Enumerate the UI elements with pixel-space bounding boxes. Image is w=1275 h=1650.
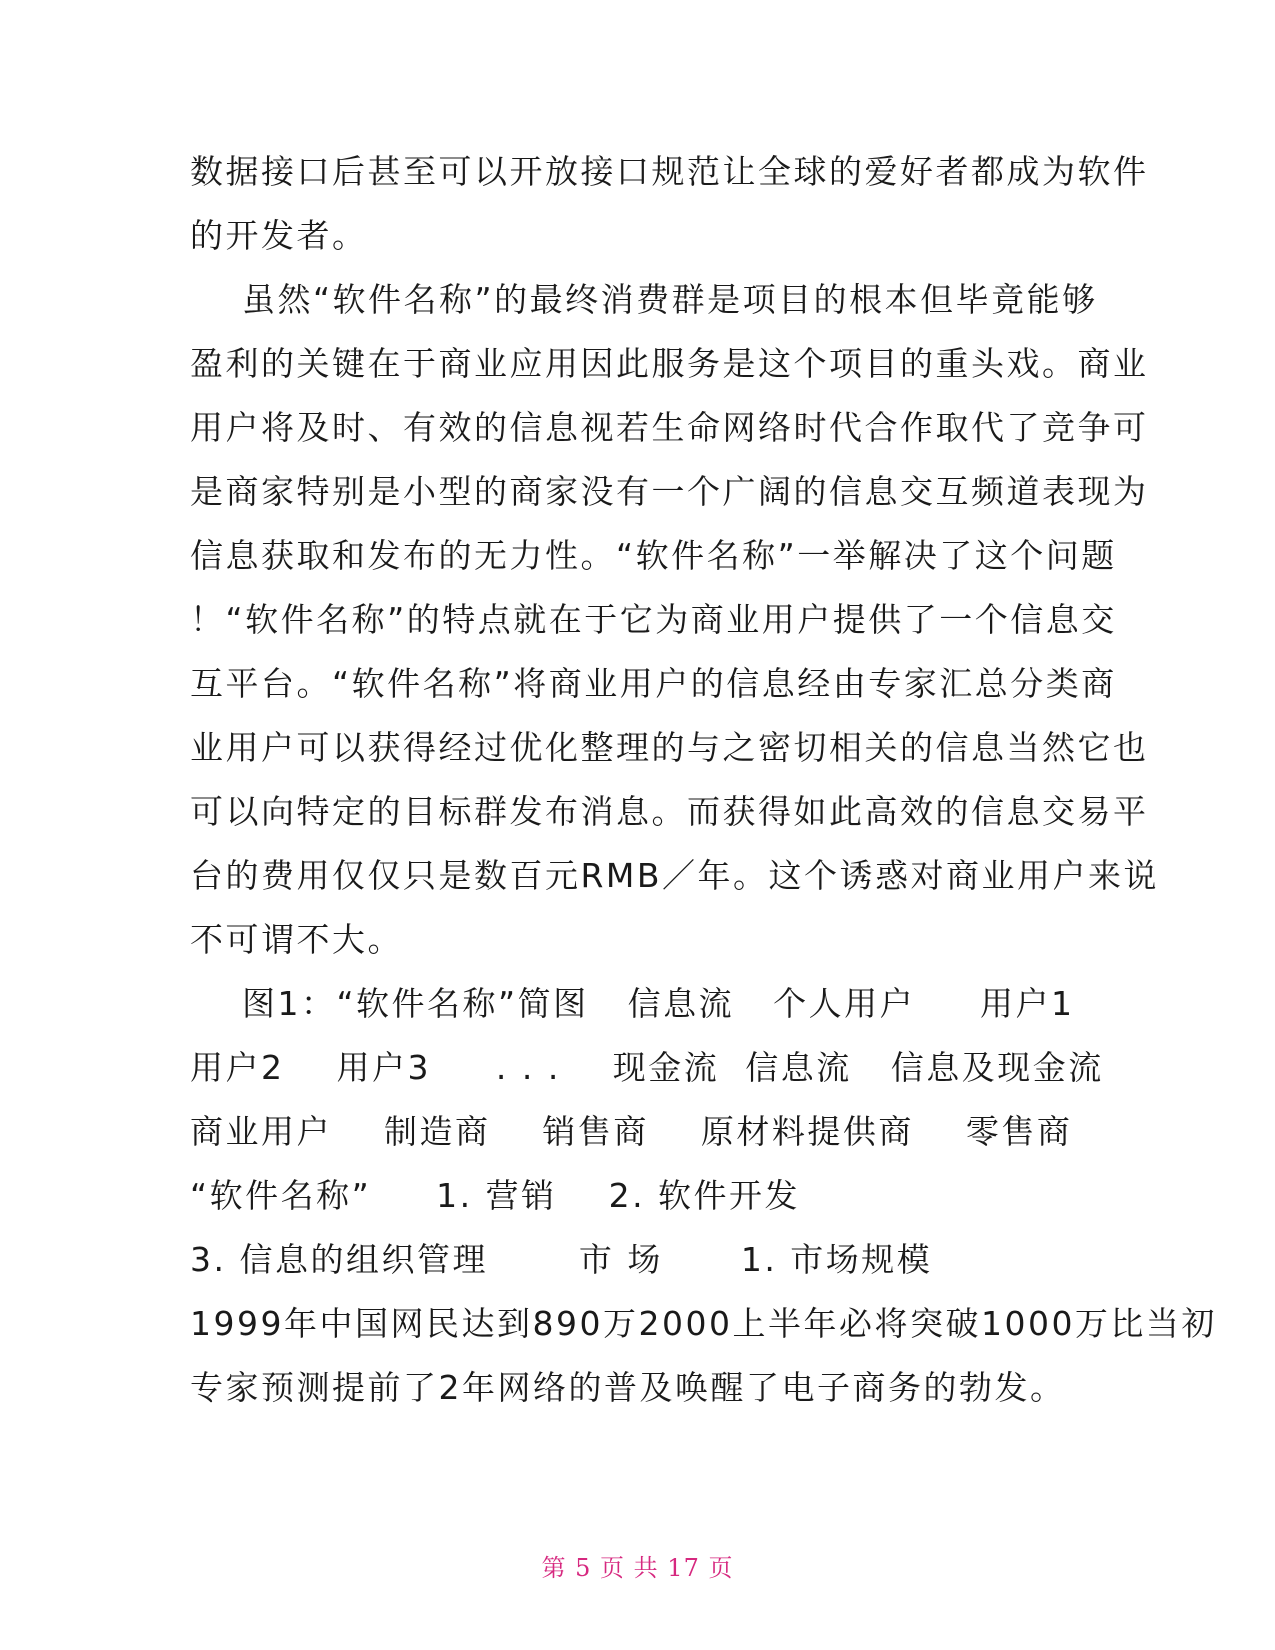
text-line: 用户将及时、有效的信息视若生命网络时代合作取代了竞争可	[190, 408, 1149, 447]
text-line: 虽然“软件名称”的最终消费群是项目的根本但毕竟能够	[190, 280, 1098, 319]
text-line: 用户2 用户3 . . . 现金流 信息流 信息及现金流	[190, 1048, 1104, 1087]
text-line: 互平台。“软件名称”将商业用户的信息经由专家汇总分类商	[190, 664, 1117, 703]
text-line: “软件名称” 1. 营销 2. 软件开发	[190, 1176, 801, 1215]
page-number-footer: 第 5 页 共 17 页	[541, 1554, 734, 1582]
text-line: 图1：“软件名称”简图 信息流 个人用户 用户1	[190, 984, 1075, 1023]
text-line: 信息获取和发布的无力性。“软件名称”一举解决了这个问题	[190, 536, 1117, 575]
text-line: 业用户可以获得经过优化整理的与之密切相关的信息当然它也	[190, 728, 1149, 767]
text-line: 数据接口后甚至可以开放接口规范让全球的爱好者都成为软件	[190, 152, 1149, 191]
text-line: 是商家特别是小型的商家没有一个广阔的信息交互频道表现为	[190, 472, 1149, 511]
text-line: 盈利的关键在于商业应用因此服务是这个项目的重头戏。商业	[190, 344, 1149, 383]
text-line: 不可谓不大。	[190, 920, 403, 959]
text-line: 3. 信息的组织管理 市 场 1. 市场规模	[190, 1240, 933, 1279]
text-line: 专家预测提前了2年网络的普及唤醒了电子商务的勃发。	[190, 1368, 1066, 1407]
text-line: 台的费用仅仅只是数百元RMB／年。这个诱惑对商业用户来说	[190, 856, 1160, 895]
text-line: 商业用户 制造商 销售商 原材料提供商 零售商	[190, 1112, 1073, 1151]
text-line: ！“软件名称”的特点就在于它为商业用户提供了一个信息交	[190, 600, 1117, 639]
text-line: 1999年中国网民达到890万2000上半年必将突破1000万比当初	[190, 1304, 1217, 1343]
body-text	[190, 140, 1217, 1420]
text-line: 的开发者。	[190, 216, 368, 255]
text-line: 可以向特定的目标群发布消息。而获得如此高效的信息交易平	[190, 792, 1149, 831]
